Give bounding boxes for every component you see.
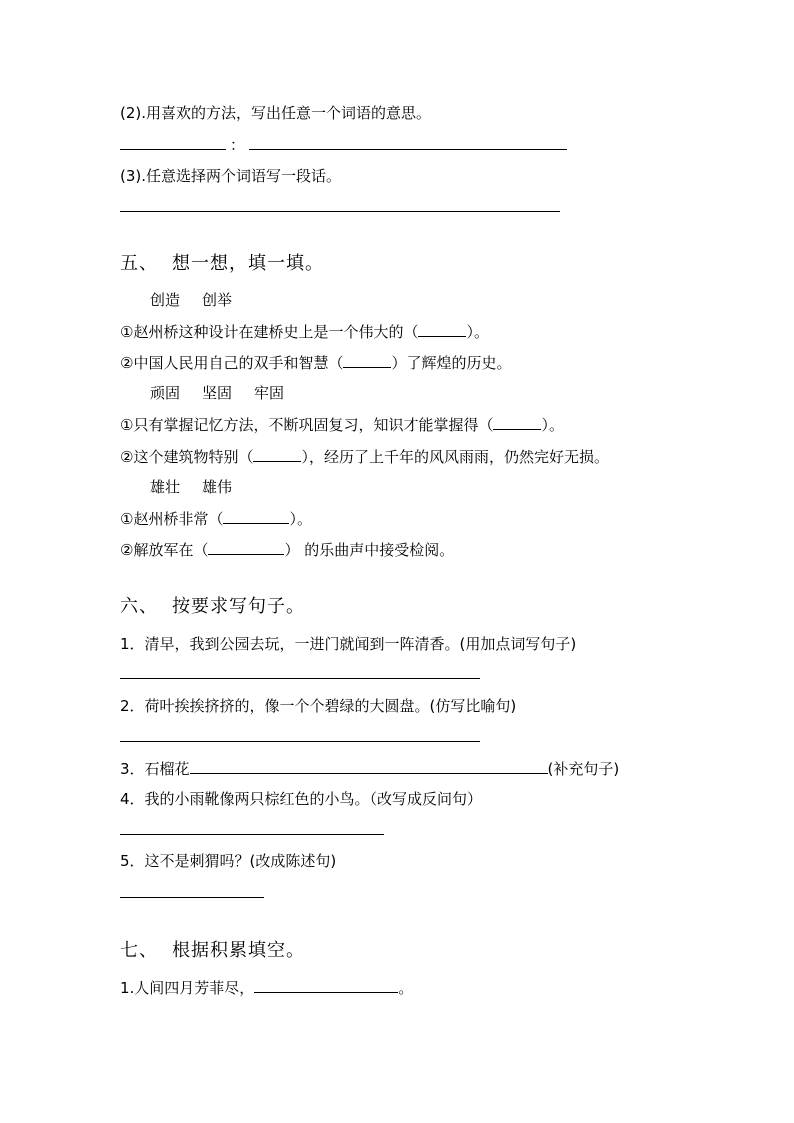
sentence-text: ②解放军在（ (120, 541, 209, 559)
s6-q2: 2．荷叶挨挨挤挤的，像一个个碧绿的大圆盘。(仿写比喻句) (120, 697, 517, 715)
s4-q2: (2).用喜欢的方法，写出任意一个词语的意思。 (120, 104, 432, 122)
sentence-text: ）。 (289, 510, 312, 528)
section-5-heading (120, 252, 324, 276)
word: 创举 (202, 291, 233, 309)
g1-sentence-2 (120, 352, 511, 373)
word-group-3 (150, 477, 232, 497)
s4-q3: (3).任意选择两个词语写一段话。 (120, 167, 342, 185)
sentence-text: ）。 (466, 323, 489, 341)
section-5-number: 五、 (120, 253, 158, 274)
word: 牢固 (254, 384, 285, 402)
word-group-1 (150, 290, 232, 310)
section-7-heading (120, 939, 305, 963)
sentence-text: ）了辉煌的历史。 (391, 354, 512, 372)
sentence-text: 1.人间四月芳菲尽， (120, 979, 255, 997)
s6-q5-answer-line[interactable] (120, 897, 264, 898)
s4-q3-answer-line[interactable] (120, 211, 560, 212)
s6-q4-answer-line[interactable] (120, 834, 384, 835)
g3-sentence-2 (120, 539, 454, 560)
sentence-text: ②这个建筑物特别（ (120, 448, 254, 466)
section-7-number: 七、 (120, 940, 158, 961)
s6-q1: 1．清早，我到公园去玩，一进门就闻到一阵清香。(用加点词写句子) (120, 635, 577, 653)
fill-blank[interactable] (418, 321, 466, 337)
sentence-text: ①赵州桥这种设计在建桥史上是一个伟大的（ (120, 323, 419, 341)
section-6-number: 六、 (120, 596, 158, 617)
g2-sentence-1 (120, 414, 564, 435)
sentence-text: ）。 (541, 416, 564, 434)
fill-blank[interactable] (253, 446, 301, 462)
s6-q1-answer-line[interactable] (120, 678, 480, 679)
section-6-title: 按要求写句子。 (172, 596, 305, 617)
sentence-text: ①只有掌握记忆方法，不断巩固复习，知识才能掌握得（ (120, 416, 494, 434)
word: 创造 (150, 291, 181, 309)
sentence-text: ①赵州桥非常（ (120, 510, 224, 528)
s6-q3 (120, 758, 619, 779)
word: 顽固 (150, 384, 181, 402)
fill-blank[interactable] (223, 508, 289, 524)
g1-sentence-1 (120, 321, 489, 342)
colon: ： (230, 136, 246, 154)
sentence-text: ） 的乐曲声中接受检阅。 (284, 541, 455, 559)
fill-blank[interactable] (343, 352, 391, 368)
g2-sentence-2 (120, 446, 609, 467)
section-5-title: 想一想，填一填。 (172, 253, 324, 274)
s7-q1 (120, 977, 413, 998)
sentence-text: 。 (398, 979, 414, 997)
word: 雄壮 (150, 478, 181, 496)
fill-blank[interactable] (493, 414, 541, 430)
word: 坚固 (202, 384, 233, 402)
sentence-text: ②中国人民用自己的双手和智慧（ (120, 354, 344, 372)
sentence-text: 3．石榴花 (120, 760, 190, 778)
sentence-text: (补充句子) (547, 760, 620, 778)
g3-sentence-1 (120, 508, 312, 529)
section-6-heading (120, 595, 305, 619)
section-7-title: 根据积累填空。 (172, 940, 305, 961)
word: 雄伟 (202, 478, 233, 496)
s4-q2-answer-line (120, 134, 567, 155)
s6-q2-answer-line[interactable] (120, 741, 480, 742)
meaning-blank[interactable] (249, 134, 567, 150)
sentence-text: ），经历了上千年的风风雨雨，仍然完好无损。 (301, 448, 609, 466)
s6-q4: 4．我的小雨靴像两只棕红色的小鸟。（改写成反问句） (120, 790, 483, 808)
fill-blank[interactable] (254, 977, 398, 993)
fill-blank[interactable] (208, 539, 284, 555)
word-blank[interactable] (120, 134, 226, 150)
word-group-2 (150, 383, 284, 403)
s6-q5: 5．这不是刺猬吗？(改成陈述句) (120, 852, 337, 870)
fill-blank[interactable] (190, 758, 548, 774)
